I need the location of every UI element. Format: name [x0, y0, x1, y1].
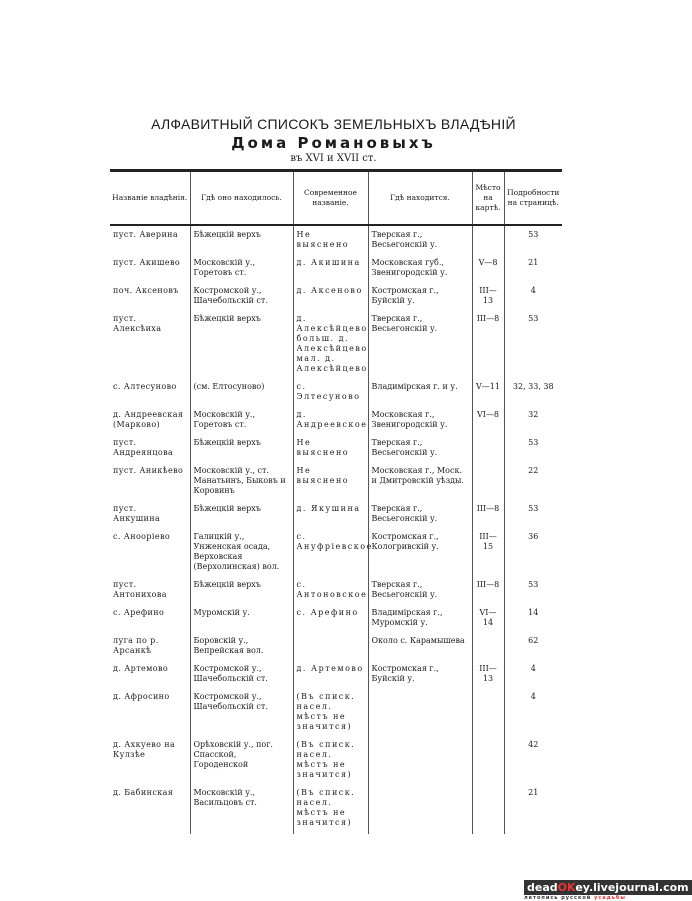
cell-now: Владимірская г., Муромскій у. [368, 604, 472, 632]
cell-name: с. Алтесуново [113, 382, 177, 391]
cell-modern: д. Андреевское [293, 406, 368, 434]
cell-modern: с. Ануфріевское [293, 528, 368, 576]
cell-name: пуст. Аникѣево [113, 466, 184, 475]
cell-page: 21 [504, 254, 562, 282]
cell-modern: д. Аксеново [293, 282, 368, 310]
table-row [110, 784, 562, 834]
watermark-logo: deadOKey.livejournal.com летопись русской усадьбы [524, 876, 664, 901]
cell-name: пуст. Анкушина [113, 504, 161, 523]
cell-was: Галицкій у., Унженская осада, Верховская (Верхолинская) вол. [190, 528, 293, 576]
table-row [110, 500, 562, 528]
cell-was: Бѣжецкій верхъ [190, 434, 293, 462]
cell-modern: д. Акишина [293, 254, 368, 282]
land-holdings-table [110, 169, 562, 834]
cell-map: V—8 [472, 254, 504, 282]
cell-map: III—8 [472, 500, 504, 528]
cell-now: Около с. Карамышева [368, 632, 472, 660]
table-header [110, 171, 562, 226]
table-row [110, 282, 562, 310]
cell-was: Бѣжецкій верхъ [190, 225, 293, 254]
table-row [110, 632, 562, 660]
cell-was: Московскій у., Горетовъ ст. [190, 254, 293, 282]
cell-map: III—15 [472, 528, 504, 576]
cell-modern: д. Якушина [293, 500, 368, 528]
cell-map: V—11 [472, 378, 504, 406]
cell-page: 53 [504, 434, 562, 462]
cell-was: Костромской у., Шачебольскій ст. [190, 660, 293, 688]
table-row [110, 225, 562, 254]
cell-page: 22 [504, 462, 562, 500]
cell-modern: Не выяснено [293, 225, 368, 254]
cell-modern: Не выяснено [293, 462, 368, 500]
cell-modern: с. Антоновское [293, 576, 368, 604]
cell-page: 14 [504, 604, 562, 632]
cell-now: Тверская г., Весьегонскій у. [368, 500, 472, 528]
cell-name: луга по р. Арсанкѣ [113, 636, 159, 655]
page-period: въ XVI и XVII ст. [290, 153, 377, 164]
cell-was: (см. Елтосуново) [190, 378, 293, 406]
cell-was: Бѣжецкій верхъ [190, 500, 293, 528]
cell-map: VI—14 [472, 604, 504, 632]
cell-modern: с. Элтесуново [293, 378, 368, 406]
cell-map [472, 225, 504, 254]
cell-modern: с. Арефино [293, 604, 368, 632]
cell-map [472, 632, 504, 660]
cell-was: Московскій у., ст. Манатьинъ, Быковъ и Коровинъ [190, 462, 293, 500]
column-header: Современное названіе. [293, 171, 368, 226]
cell-now: Тверская г., Весьегонскій у. [368, 225, 472, 254]
page-title: АЛФАВИТНЫЙ СПИСОКЪ ЗЕМЕЛЬНЫХЪ ВЛАДѢНІЙ [151, 116, 516, 132]
cell-name: с. Арефино [113, 608, 165, 617]
cell-page: 53 [504, 576, 562, 604]
table-row [110, 660, 562, 688]
cell-map: III—8 [472, 310, 504, 378]
cell-now: Тверская г., Весьегонскій у. [368, 434, 472, 462]
cell-modern [293, 632, 368, 660]
cell-page: 36 [504, 528, 562, 576]
cell-now [368, 736, 472, 784]
cell-name: д. Афросино [113, 692, 170, 701]
cell-page: 4 [504, 660, 562, 688]
cell-map [472, 688, 504, 736]
cell-modern: Не выяснено [293, 434, 368, 462]
column-header: Подробности на страницѣ. [504, 171, 562, 226]
cell-now: Костромская г., Буйскій у. [368, 660, 472, 688]
cell-was: Бѣжецкій верхъ [190, 310, 293, 378]
table-row [110, 434, 562, 462]
cell-modern: (Въ списк. насел. мѣстъ не значится) [293, 688, 368, 736]
cell-modern: (Въ списк. насел. мѣстъ не значится) [293, 784, 368, 834]
cell-now: Московская г., Звенигородскій у. [368, 406, 472, 434]
cell-was: Московскій у., Васильцовъ ст. [190, 784, 293, 834]
cell-page: 53 [504, 225, 562, 254]
cell-page: 42 [504, 736, 562, 784]
table-row [110, 310, 562, 378]
cell-map [472, 784, 504, 834]
cell-was: Костромской у., Шачебольскій ст. [190, 282, 293, 310]
cell-name: с. Анооріево [113, 532, 171, 541]
table-row [110, 688, 562, 736]
cell-map: III—13 [472, 660, 504, 688]
cell-now: Костромская г., Буйскій у. [368, 282, 472, 310]
column-header: Названіе владѣнія. [110, 171, 190, 226]
table-row [110, 528, 562, 576]
table-row [110, 406, 562, 434]
cell-now: Тверская г., Весьегонскій у. [368, 310, 472, 378]
cell-name: д. Артемово [113, 664, 169, 673]
cell-name: пуст. Аверина [113, 230, 179, 239]
cell-was: Московскій у., Горетовъ ст. [190, 406, 293, 434]
cell-map: III—13 [472, 282, 504, 310]
cell-was: Костромской у., Шачебольскій ст. [190, 688, 293, 736]
cell-was: Боровскій у., Вепрейская вол. [190, 632, 293, 660]
cell-page: 62 [504, 632, 562, 660]
cell-was: Орѣховскій у., пог. Спасской, Городенской [190, 736, 293, 784]
table-row [110, 736, 562, 784]
cell-page: 4 [504, 688, 562, 736]
cell-modern: д. Артемово [293, 660, 368, 688]
column-header: Мѣсто на картѣ. [472, 171, 504, 226]
cell-name: поч. Аксеновъ [113, 286, 179, 295]
cell-page: 53 [504, 500, 562, 528]
cell-page: 21 [504, 784, 562, 834]
table-row [110, 254, 562, 282]
cell-was: Муромскій у. [190, 604, 293, 632]
cell-page: 32 [504, 406, 562, 434]
cell-name: пуст. Алексѣиха [113, 314, 162, 333]
table-row [110, 604, 562, 632]
table-row [110, 462, 562, 500]
cell-now: Владимірская г. и у. [368, 378, 472, 406]
cell-name: д. Андреевская (Марково) [113, 410, 184, 429]
cell-map [472, 462, 504, 500]
cell-map: III—8 [472, 576, 504, 604]
cell-now [368, 688, 472, 736]
table-row [110, 576, 562, 604]
cell-modern: д. Алексѣйцево больш. д. Алексѣйцево мал. д. Алексѣйцево [293, 310, 368, 378]
cell-map [472, 434, 504, 462]
cell-now: Московская г., Моск. и Дмитровскій уѣзды. [368, 462, 472, 500]
column-header: Гдѣ находится. [368, 171, 472, 226]
cell-name: пуст. Андреянцова [113, 438, 174, 457]
cell-now: Московская губ., Звенигородскій у. [368, 254, 472, 282]
cell-page: 53 [504, 310, 562, 378]
page-subtitle: Дома Романовыхъ [231, 134, 436, 152]
cell-map: VI—8 [472, 406, 504, 434]
cell-modern: (Въ списк. насел. мѣстъ не значится) [293, 736, 368, 784]
column-header: Гдѣ оно находилось. [190, 171, 293, 226]
cell-now: Костромская г., Кологривскій у. [368, 528, 472, 576]
table-row [110, 378, 562, 406]
cell-page: 32, 33, 38 [504, 378, 562, 406]
cell-now [368, 784, 472, 834]
cell-name: пуст. Антонихова [113, 580, 167, 599]
cell-page: 4 [504, 282, 562, 310]
cell-name: д. Ахкуево на Кулзѣе [113, 740, 176, 759]
cell-map [472, 736, 504, 784]
cell-name: д. Бабинская [113, 788, 174, 797]
cell-name: пуст. Акишево [113, 258, 181, 267]
cell-now: Тверская г., Весьегонскій у. [368, 576, 472, 604]
cell-was: Бѣжецкій верхъ [190, 576, 293, 604]
